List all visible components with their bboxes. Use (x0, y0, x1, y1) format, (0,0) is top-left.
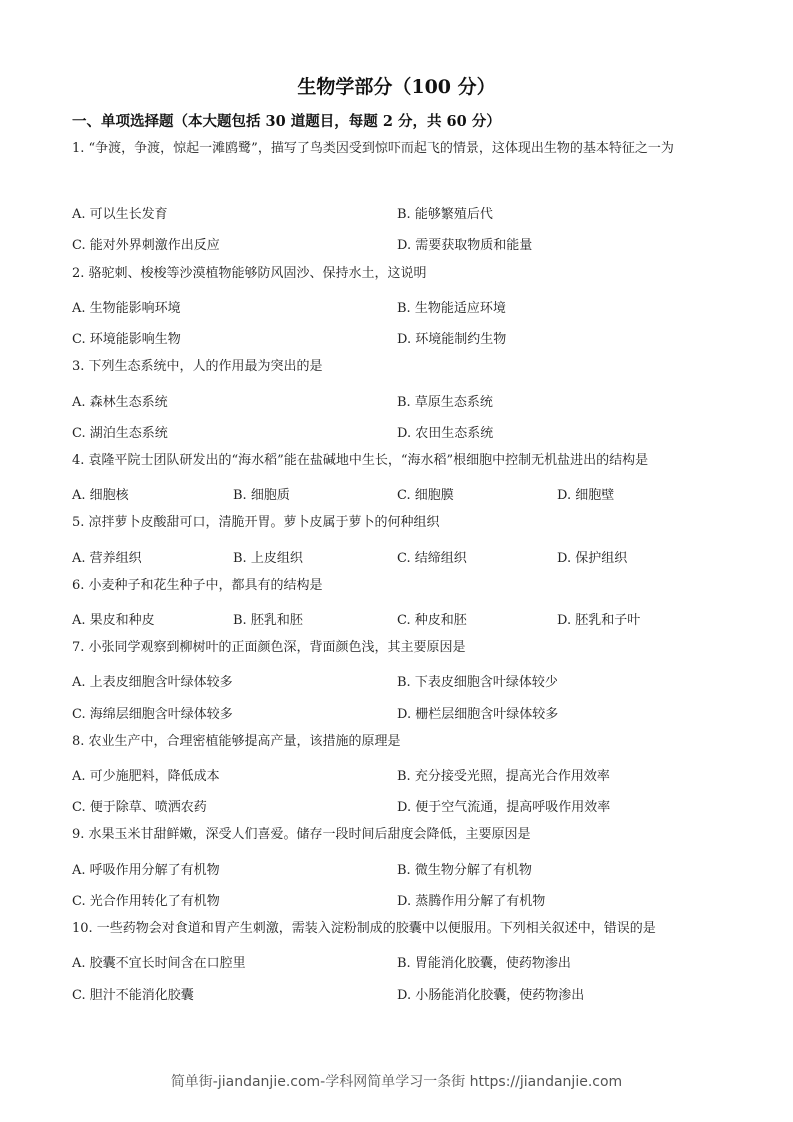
question-9-option-b: B. 微生物分解了有机物 (397, 863, 532, 878)
question-3-option-b: B. 草原生态系统 (397, 395, 493, 410)
question-8-option-d: D. 便于空气流通，提高呼吸作用效率 (397, 800, 611, 815)
section-heading: 一、单项选择题（本大题包括 30 道题目，每题 2 分，共 60 分） (72, 113, 501, 130)
question-5-option-d: D. 保护组织 (557, 551, 628, 566)
question-3-option-a: A. 森林生态系统 (72, 395, 168, 410)
question-8-option-b: B. 充分接受光照，提高光合作用效率 (397, 769, 610, 784)
question-3-option-c: C. 湖泊生态系统 (72, 426, 168, 441)
question-5-stem: 5. 凉拌萝卜皮酸甜可口，清脆开胃。萝卜皮属于萝卜的何种组织 (72, 515, 440, 530)
question-2-stem: 2. 骆驼刺、梭梭等沙漠植物能够防风固沙、保持水土，这说明 (72, 266, 427, 281)
question-6-option-c: C. 种皮和胚 (397, 613, 467, 628)
question-1-option-c: C. 能对外界刺激作出反应 (72, 238, 220, 253)
question-4-option-a: A. 细胞核 (72, 488, 129, 503)
question-4-option-d: D. 细胞壁 (557, 488, 615, 503)
question-6-option-d: D. 胚乳和子叶 (557, 613, 641, 628)
question-8-option-c: C. 便于除草、喷洒农药 (72, 800, 207, 815)
footer-watermark: 简单街-jiandanjie.com-学科网简单学习一条街 https://jiandanjie.com (170, 1074, 623, 1090)
question-5-option-a: A. 营养组织 (72, 551, 142, 566)
question-8-option-a: A. 可少施肥料，降低成本 (72, 769, 220, 784)
question-4-option-b: B. 细胞质 (233, 488, 290, 503)
question-10-option-b: B. 胃能消化胶囊，使药物渗出 (397, 956, 571, 971)
question-9-stem: 9. 水果玉米甘甜鲜嫩，深受人们喜爱。储存一段时间后甜度会降低，主要原因是 (72, 827, 531, 842)
question-2-option-b: B. 生物能适应环境 (397, 301, 506, 316)
question-8-stem: 8. 农业生产中，合理密植能够提高产量，该措施的原理是 (72, 734, 401, 749)
question-6-option-a: A. 果皮和种皮 (72, 613, 155, 628)
question-1-option-a: A. 可以生长发育 (72, 207, 168, 222)
question-2-option-c: C. 环境能影响生物 (72, 332, 181, 347)
question-1-option-d: D. 需要获取物质和能量 (397, 238, 533, 253)
question-1-option-b: B. 能够繁殖后代 (397, 207, 493, 222)
question-3-stem: 3. 下列生态系统中，人的作用最为突出的是 (72, 359, 323, 374)
question-7-option-b: B. 下表皮细胞含叶绿体较少 (397, 675, 558, 690)
question-9-option-c: C. 光合作用转化了有机物 (72, 894, 220, 909)
question-2-option-a: A. 生物能影响环境 (72, 301, 181, 316)
question-10-stem: 10. 一些药物会对食道和胃产生刺激，需装入淀粉制成的胶囊中以便服用。下列相关叙述中，错误的是 (72, 921, 656, 936)
question-7-option-a: A. 上表皮细胞含叶绿体较多 (72, 675, 233, 690)
question-5-option-c: C. 结缔组织 (397, 551, 467, 566)
question-6-option-b: B. 胚乳和胚 (233, 613, 303, 628)
question-9-option-d: D. 蒸腾作用分解了有机物 (397, 894, 546, 909)
question-10-option-a: A. 胶囊不宜长时间含在口腔里 (72, 956, 246, 971)
question-4-stem: 4. 袁隆平院士团队研发出的“海水稻”能在盐碱地中生长，“海水稻”根细胞中控制无机盐进出的结构是 (72, 453, 649, 468)
question-2-option-d: D. 环境能制约生物 (397, 332, 507, 347)
question-10-option-c: C. 胆汁不能消化胶囊 (72, 988, 194, 1003)
question-7-stem: 7. 小张同学观察到柳树叶的正面颜色深，背面颜色浅，其主要原因是 (72, 640, 466, 655)
question-5-option-b: B. 上皮组织 (233, 551, 303, 566)
question-10-option-d: D. 小肠能消化胶囊，使药物渗出 (397, 988, 585, 1003)
question-7-option-d: D. 栅栏层细胞含叶绿体较多 (397, 707, 559, 722)
question-6-stem: 6. 小麦种子和花生种子中，都具有的结构是 (72, 578, 323, 593)
question-4-option-c: C. 细胞膜 (397, 488, 454, 503)
question-1-stem: 1. “争渡，争渡，惊起一滩鸥鹭”，描写了鸟类因受到惊吓而起飞的情景，这体现出生物的基本特征之一为 (72, 141, 674, 156)
page-title: 生物学部分（100 分） (297, 76, 496, 98)
question-3-option-d: D. 农田生态系统 (397, 426, 494, 441)
question-7-option-c: C. 海绵层细胞含叶绿体较多 (72, 707, 233, 722)
question-9-option-a: A. 呼吸作用分解了有机物 (72, 863, 220, 878)
